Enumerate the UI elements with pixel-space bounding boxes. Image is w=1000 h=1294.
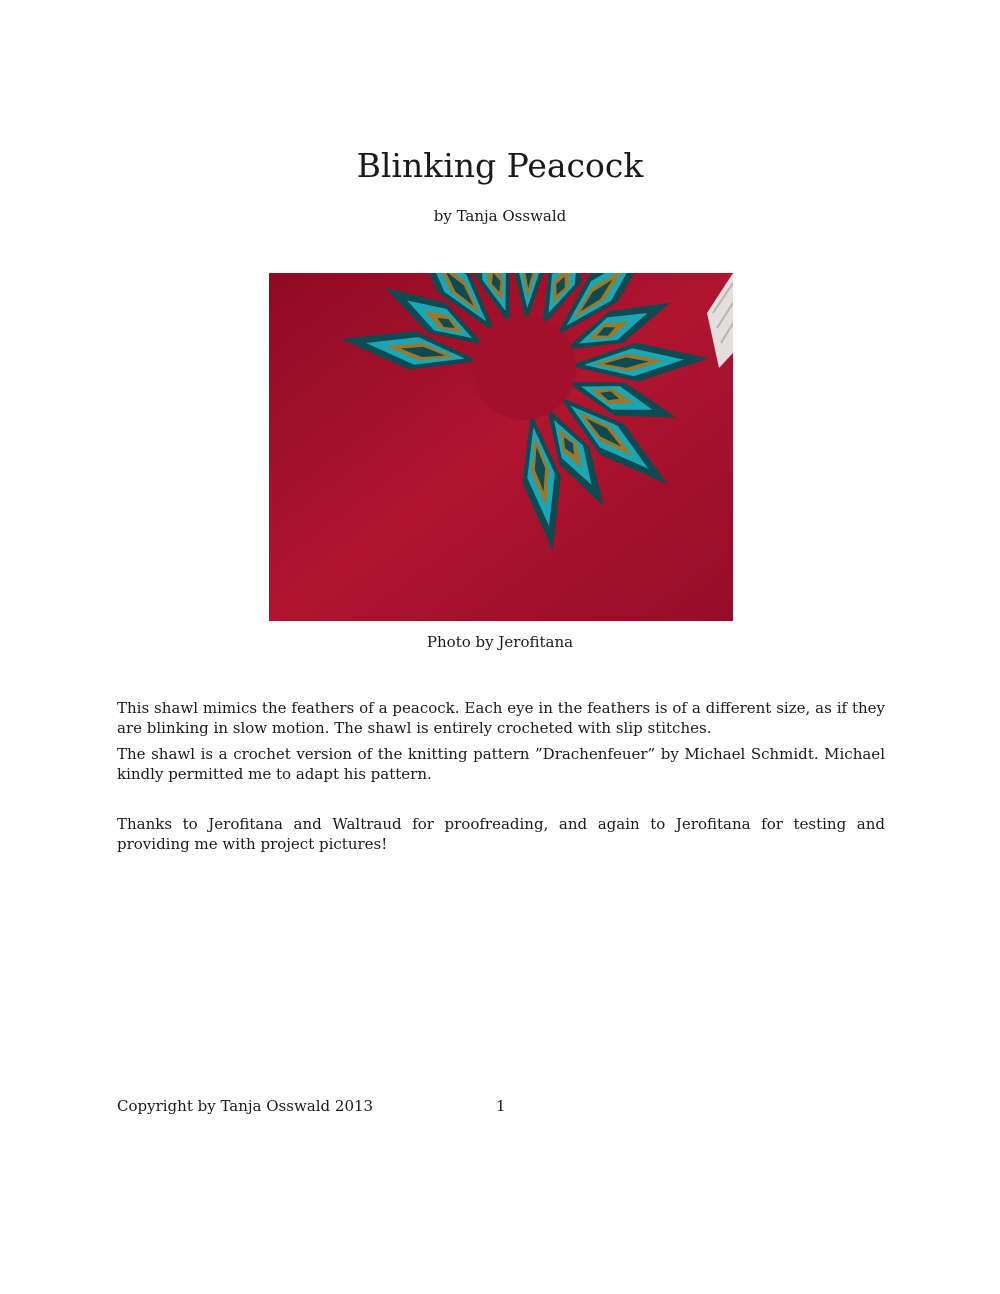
document-title: Blinking Peacock — [356, 146, 644, 185]
peacock-shawl-illustration — [269, 273, 733, 621]
pattern-origin-paragraph: The shawl is a crochet version of the knitting pattern ”Drachenfeuer” by Michael Schmidt. Michael kindly permitted me to adapt his pattern. — [117, 745, 885, 783]
page-number: 1 — [496, 1097, 506, 1115]
acknowledgements-paragraph: Thanks to Jerofitana and Waltraud for proofreading, and again to Jerofitana for testing and providing me with project pictures! — [117, 815, 885, 853]
intro-paragraph: This shawl mimics the feathers of a peacock. Each eye in the feathers is of a different size, as if they are blinking in slow motion. The shawl is entirely crocheted with slip stitches. — [117, 699, 885, 737]
photo-caption: Photo by Jerofitana — [426, 633, 574, 651]
shawl-photo — [269, 273, 733, 621]
author-line: by Tanja Osswald — [433, 207, 567, 225]
copyright-footer: Copyright by Tanja Osswald 2013 — [117, 1097, 374, 1115]
